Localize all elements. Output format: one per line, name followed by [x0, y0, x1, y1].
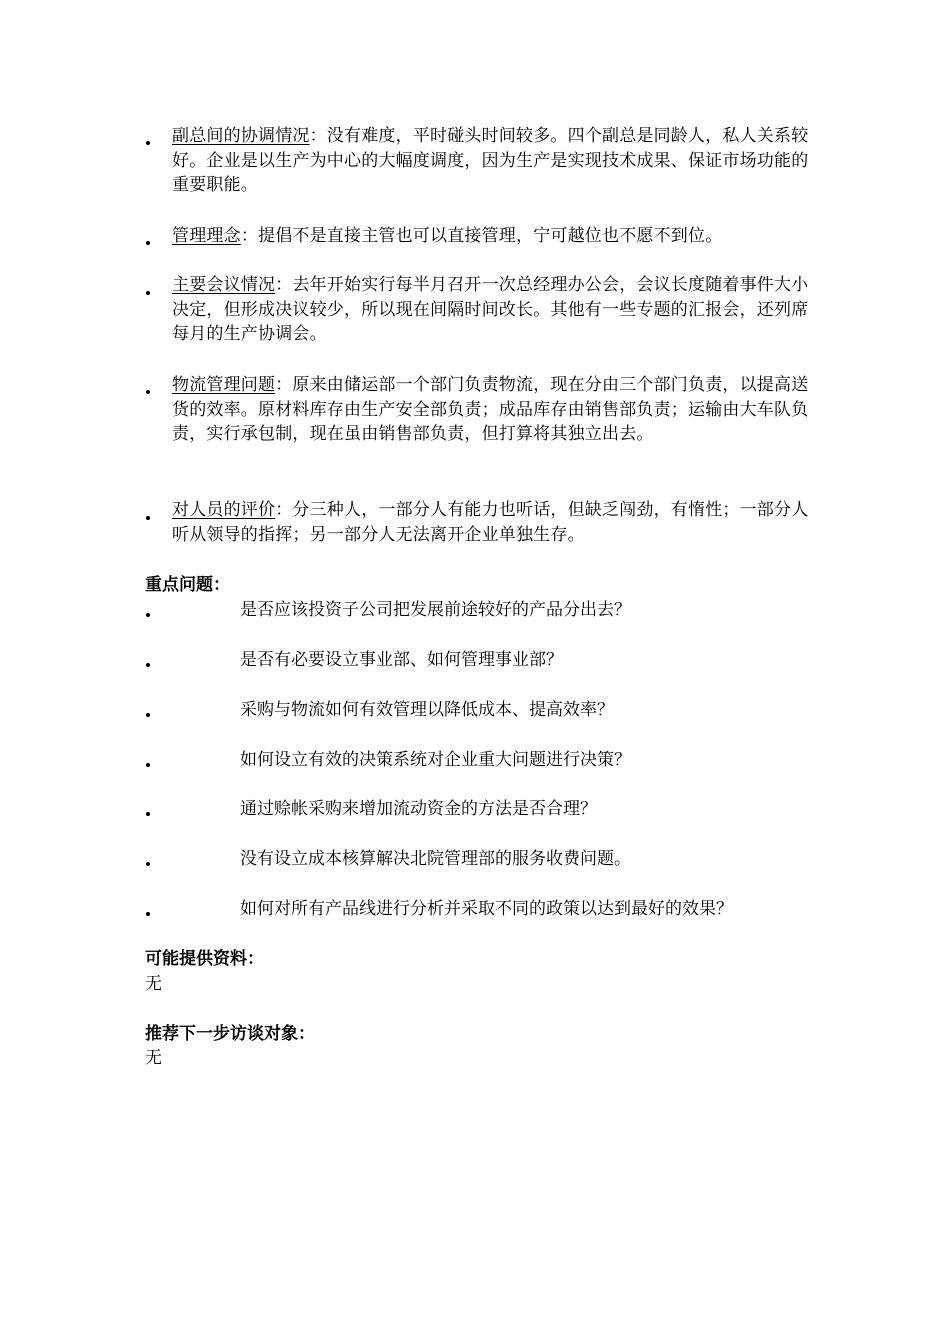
bullet-icon — [146, 241, 150, 245]
situation-text: ：去年开始实行每半月召开一次总经理办公会，会议长度随着事件大小决定，但形成决议较少，所以现在间隔时间改长。其他有一些专题的汇报会，还列席每月的生产协调会。 — [172, 275, 809, 344]
key-issue-item: 采购与物流如何有效管理以降低成本、提高效率？ — [240, 700, 614, 720]
bullet-icon — [146, 141, 150, 145]
situation-label: 主要会议情况 — [172, 275, 276, 295]
key-issue-item: 是否有必要设立事业部、如何管理事业部？ — [240, 650, 563, 670]
bullet-icon — [146, 912, 150, 916]
materials-heading: 可能提供资料： — [145, 949, 264, 969]
situation-label: 管理理念 — [172, 226, 241, 246]
situation-item — [172, 224, 822, 249]
situation-text: ：分三种人，一部分人有能力也听话，但缺乏闯劲，有惰性；一部分人听从领导的指挥；另一部分人无法离开企业单独生存。 — [172, 500, 809, 545]
situation-item — [172, 498, 822, 547]
key-issue-item: 没有设立成本核算解决北院管理部的服务收费问题。 — [240, 849, 631, 869]
key-issue-item: 通过赊帐采购来增加流动资金的方法是否合理？ — [240, 799, 597, 819]
bullet-icon — [146, 713, 150, 717]
situation-label: 对人员的评价 — [172, 500, 276, 520]
bullet-icon — [146, 390, 150, 394]
bullet-icon — [146, 291, 150, 295]
bullet-icon — [146, 763, 150, 767]
materials-value: 无 — [145, 974, 162, 994]
key-issue-item: 如何对所有产品线进行分析并采取不同的政策以达到最好的效果？ — [240, 899, 733, 919]
next-interviewee-value: 无 — [145, 1048, 162, 1068]
bullet-icon — [146, 663, 150, 667]
key-issue-item: 如何设立有效的决策系统对企业重大问题进行决策？ — [240, 750, 631, 770]
bullet-icon — [146, 613, 150, 617]
situation-text: ：没有难度，平时碰头时间较多。四个副总是同龄人，私人关系较好。企业是以生产为中心的大幅度调度，因为生产是实现技术成果、保证市场功能的重要职能。 — [172, 126, 809, 195]
situation-label: 副总间的协调情况 — [172, 126, 310, 146]
situation-text: ：提倡不是直接主管也可以直接管理，宁可越位也不愿不到位。 — [240, 226, 723, 246]
bullet-icon — [146, 862, 150, 866]
situation-text: ：原来由储运部一个部门负责物流，现在分由三个部门负责，以提高送货的效率。原材料库存由生产安全部负责；成品库存由销售部负责；运输由大车队负责，实行承包制，现在虽由销售部负责，但打算将其独立出去。 — [172, 375, 809, 444]
situation-item — [172, 273, 822, 347]
bullet-icon — [146, 516, 150, 520]
next-interviewee-heading: 推荐下一步访谈对象： — [145, 1024, 315, 1044]
key-issue-item: 是否应该投资子公司把发展前途较好的产品分出去？ — [240, 600, 631, 620]
situation-label: 物流管理问题 — [172, 375, 276, 395]
bullet-icon — [146, 812, 150, 816]
situation-item — [172, 373, 822, 447]
situation-item — [172, 124, 822, 198]
key-issues-heading: 重点问题： — [145, 575, 230, 595]
